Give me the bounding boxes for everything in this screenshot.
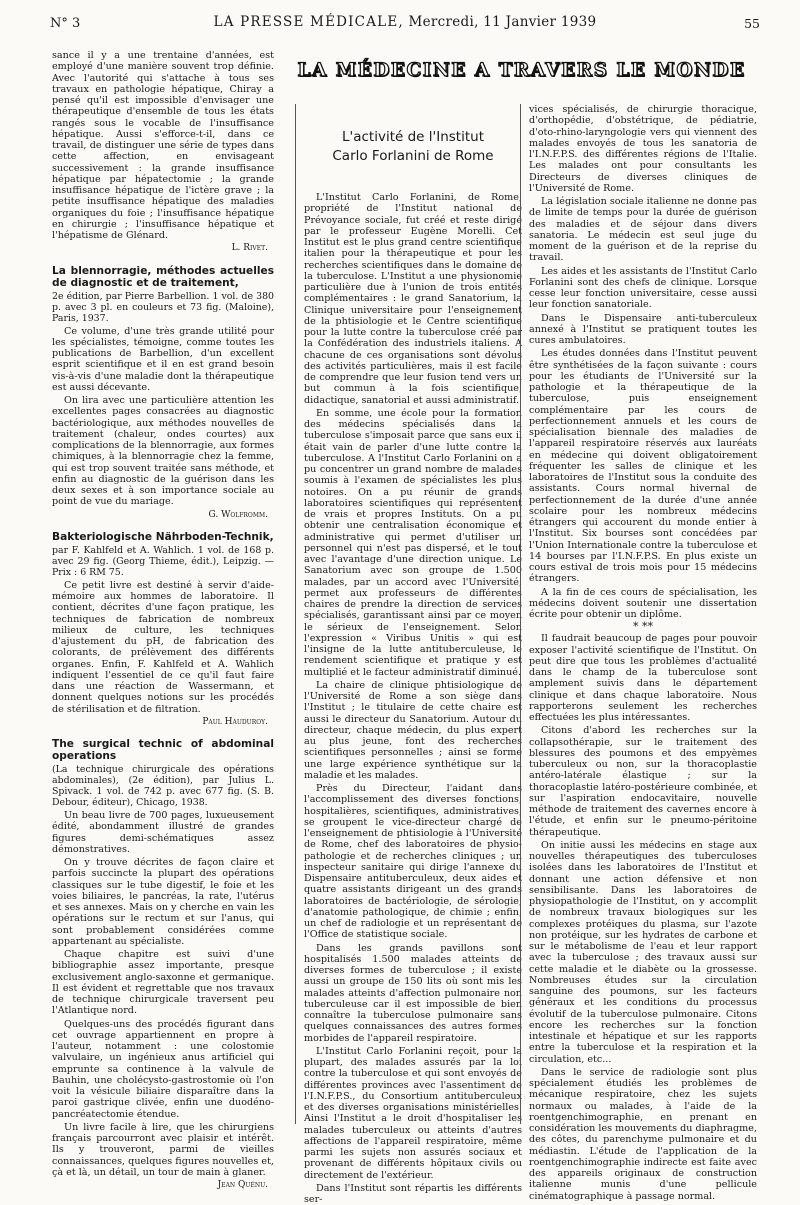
column-middle-article [295, 104, 522, 1205]
article-title [304, 128, 522, 166]
review-text: sance il y a une trentaine d'années, est employé d'une manière souvent trop définie. Avec l'autorité qui s'attache à tous ses travaux en pathologie hépatique, Chiray a pensé qu'il est impossible d'envisager une thérapeutique d'ensemble de tous les états rangés sous le vocable de l'insuffisance hépatique. Aussi s'efforce-t-il, dans ce travail, de distinguer une série de types dans cette affection, en envisageant successivement : la grande insuffisance hépatique par hépatectomie ; la grande insuffisance hépatique de l'ictère grave ; la petite insuffisance hépatique des maladies organiques du foie ; l'insuffisance hépatique en chirurgie ; l'insuffisance hépatique et l'hépatisme de Glénard. [52, 50, 274, 241]
review-bibliography: (La technique chirurgicale des opérations abdominales), (2e édition), par Julius L. Spivack. 1 vol. de 742 p. avec 677 fig. (S. B. Debour, éditeur), Chicago, 1938. [52, 764, 274, 808]
review-text: On y trouve décrites de façon claire et parfois succincte la plupart des opérations classiques sur le tube digestif, le foie et les voies biliaires, le pancréas, la rate, l'utérus et ses annexes. Mais on y cherche en vain les opérations sur le rectum et sur l'anus, qui sont probablement considérées comme appartenant au spécialiste. [52, 857, 274, 947]
section-separator-stars: * ** [633, 620, 653, 634]
review-text: Un beau livre de 700 pages, luxueusement édité, abondamment illustré de grandes figures demi-schématiques assez démonstratives. [52, 810, 274, 855]
article-paragraph: A la fin de ces cours de spécialisation, les médecins doivent soutenir une dissertation écrite pour obtenir un diplôme. [529, 586, 757, 620]
article-paragraph: L'Institut Carlo Forlanini, de Rome, propriété de l'Institut national de Prévoyance sociale, fut créé et reste dirigé par le professeur Eugène Morelli. Cet Institut est le plus grand centre scientifique italien pour la thérapeutique et pour les recherches scientifiques dans le domaine de la tuberculose. L'Institut a une physionomie particulière due à l'union de trois entités complémentaires : le grand Sanatorium, la Clinique universitaire pour l'enseignement de la phtisiologie et le Centre scientifique pour la lutte contre la tuberculose créé par la Confédération des industriels italiens. A chacune de ces organisations sont dévolus des activités particulières, mais il est facile de comprendre que leur fusion tend vers un but commun à la fois scientifique, didactique, sanatorial et aussi administratif. [304, 192, 522, 406]
article-paragraph: Dans le Dispensaire anti-tuberculeux annexé à l'Institut se pratiquent toutes les cures ambulatoires. [529, 312, 757, 346]
article-title-line: Carlo Forlanini de Rome [332, 148, 494, 164]
article-paragraph: La chaire de clinique phtisiologique de l'Université de Rome a son siège dans l'Institut ; le titulaire de cette chaire est aussi le directeur du Sanatorium. Autour du directeur, chaque médecin, du plus expert au plus jeune, font des recherches scientifiques personnelles ; ainsi se forme une large expérience synthétique sur la maladie et les malades. [304, 679, 522, 781]
article-paragraph: Dans les grands pavillons sont hospitalisés 1.500 malades atteints de diverses formes de tuberculose ; il existe aussi un groupe de 150 lits où sont mis les malades atteints d'affection pulmonaire non tuberculeuse car il est impossible de bien connaître la tuberculose pulmonaire sans quelques connaissances des autres formes morbides de l'appareil respiratoire. [304, 942, 522, 1044]
review-bibliography: 2e édition, par Pierre Barbellion. 1 vol. de 380 p. avec 3 pl. en couleurs et 73 fig. (Maloine), Paris, 1937. [52, 290, 274, 324]
review-title: The surgical technic of abdominal operations [52, 738, 274, 762]
article-paragraph: Il faudrait beaucoup de pages pour pouvoir exposer l'activité scientifique de l'Institut. On peut dire que tous les problèmes d'actualité dans le champ de la tuberculose sont amplement suivis dans le département clinique et dans chaque laboratoire. Nous rapporterons seulement les recherches effectuées les plus intéressantes. [529, 633, 757, 723]
column-left-reviews [52, 50, 274, 1190]
journal-name: LA PRESSE MÉDICALE, [213, 14, 404, 30]
column-right-article [520, 104, 757, 1202]
journal-masthead [50, 14, 760, 30]
review-title: Bakteriologische Nährboden-Technik, [52, 530, 274, 543]
article-paragraph: L'Institut Carlo Forlanini reçoit, pour la plupart, des malades assurés par la loi contre la tuberculose et qui sont envoyés de différentes provinces avec l'assentiment de l'I.N.F.P.S., du Consortium antituberculeux et des diverses organisations ministérielles. Ainsi l'Institut a le droit d'hospitaliser les malades tuberculeux ou atteints d'autres affections de l'appareil respiratoire, même parmi les sujets non assurés sociaux et provenant de différents hôpitaux civils ou directement de l'extérieur. [304, 1045, 522, 1181]
review-signature: G. Wolfromm. [208, 509, 268, 520]
review-text: Ce petit livre est destiné à servir d'aide-mémoire aux hommes de laboratoire. Il contient, décrites d'une façon pratique, les techniques de fabrication de nombreux milieux de culture, les techniques d'ajustement du pH, de fabrication des colorants, de prélèvement des différents organes. Enfin, F. Kahlfeld et A. Wahlich indiquent l'essentiel de ce qu'il faut faire dans une réaction de Wassermann, et donnent quelques notions sur les procédés de stérilisation et de filtration. [52, 579, 274, 715]
review-signature: Paul Hauduroy. [202, 716, 268, 727]
article-paragraph: Dans l'Institut sont répartis les différents ser- [304, 1182, 522, 1205]
issue-date: Mercredi, 11 Janvier 1939 [408, 14, 597, 30]
review-text: Ce volume, d'une très grande utilité pour les spécialistes, témoigne, comme toutes les publications de Barbellion, d'un excellent esprit scientifique et il en est grand besoin vis-à-vis d'une maladie dont la thérapeutique est aussi décevante. [52, 325, 274, 393]
page-number: 55 [744, 16, 760, 31]
article-paragraph: Dans le service de radiologie sont plus spécialement étudiés les problèmes de mécanique respiratoire, chez les sujets normaux ou malades, à l'aide de la roentgenchimographie, en prenant en considération les mouvements du diaphragme, des côtes, du parenchyme pulmonaire et du médiastin. L'étude de l'application de la roentgenchimographie indirecte est faite avec des appareils originaux de construction italienne munis d'une pellicule cinématographique à passage normal. [529, 1066, 757, 1202]
article-paragraph: vices spécialisés, de chirurgie thoracique, d'orthopédie, d'obstétrique, de pédiatrie, d'oto-rhino-laryngologie vers qui viennent des malades envoyés de tous les sanatoria de l'I.N.F.P.S. des différentes régions de l'Italie. Les malades ont pour consultants les Directeurs de diverses cliniques de l'Université de Rome. [529, 104, 757, 194]
article-paragraph: En somme, une école pour la formation des médecins spécialisés dans la tuberculose s'imposait parce que sans eux il était vain de parler d'une lutte contre la tuberculose. A l'Institut Carlo Forlanini on a pu concentrer un grand nombre de malades soumis à l'examen de spécialistes les plus notoires. On a pu réunir de grands laboratoires scientifiques qui représentent de vrais et propres Instituts. On a pu obtenir une centralisation économique et administrative qui permet d'utiliser un personnel qui n'est pas dispersé, et le tout avec l'avantage d'une direction unique. Le Sanatorium avec son groupe de 1.500 malades, par un accord avec l'Université, permet aux professeurs de différentes chaires de prendre la direction de services spécialisés, garantissant ainsi par ce moyen le sérieux de l'enseignement. Selon l'expression « Viribus Unitis » qui est l'insigne de la lutte antituberculeuse, le rendement scientifique et pratique y est multiplié et le facteur administratif diminué. [304, 407, 522, 678]
article-paragraph: Citons d'abord les recherches sur la collapsothérapie, sur le traitement des blessures des poumons et des empyèmes tuberculeux ou non, sur la thoracoplastie antéro-latérale élastique ; sur la thoracoplastie latéro-postérieure combinée, et sur l'aspiration endocavitaire, nouvelle méthode de traitement des cavernes encore à l'étude, et enfin sur le pneumo-péritoine thérapeutique. [529, 725, 757, 838]
review-signature: Jean Quénu. [217, 1180, 268, 1190]
issue-number: N° 3 [50, 16, 81, 31]
review-signature: L. Rivet. [231, 243, 268, 254]
review-text: Chaque chapitre est suivi d'une bibliographie assez importante, presque exclusivement anglo-saxonne et germanique. Il est évident et regrettable que nos travaux de technique chirurgicale traversent peu l'Atlantique nord. [52, 949, 274, 1017]
article-paragraph: Les études données dans l'Institut peuvent être synthétisées de la façon suivante : cours pour les étudiants de l'Université sur la pathologie et la thérapeutique de la tuberculose, puis enseignement complémentaire par les cours de perfectionnement annuels et les cours de spécialisation biennale des maladies de l'appareil respiratoire réservés aux lauréats en médecine qui doivent obligatoirement fréquenter les salles de clinique et les laboratoires de l'Institut sous la conduite des assistants. Cours normal hivernal de perfectionnement de la durée d'une année scolaire pour les nombreux médecins étrangers qui accourent du monde entier à l'Institut. Six bourses sont concédées par l'Union Internationale contre la tuberculose et 14 bourses par l'I.N.F.P.S. En plus existe un cours estival de trois mois pour 15 médecins étrangers. [529, 348, 757, 585]
review-text: Un livre facile à lire, que les chirurgiens français parcourront avec plaisir et intérêt. Ils y trouveront, parmi de vieilles connaissances, quelques figures nouvelles et, çà et là, un détail, un tour de main à glaner. [52, 1121, 274, 1178]
page-header [50, 14, 760, 38]
article-paragraph: Près du Directeur, l'aidant dans l'accomplissement des diverses fonctions, hospitalières, scientifiques, administratives, se groupent le vice-directeur chargé de l'enseignement de phtisiologie à l'Université de Rome, chef des laboratoires de physio-pathologie et de recherches cliniques ; un inspecteur sanitaire qui dirige l'annexe du Dispensaire antituberculeux, deux aides et quatre assistants dirigeant un des grands laboratoires de bactériologie, de sérologie, d'anatomie pathologique, de chimie ; enfin, un chef de radiologie et un représentant de l'Office de statistique sociale. [304, 783, 522, 941]
review-title: La blennorragie, méthodes actuelles de diagnostic et de traitement, [52, 264, 274, 289]
article-paragraph: On initie aussi les médecins en stage aux nouvelles thérapeutiques des tuberculoses isolées dans les laboratoires de l'Institut et donnant une action défensive et non sensibilisante. Dans les laboratoires de physiopathologie de l'Institut, on y accomplit de nombreux travaux biologiques sur les complexes protéiques du plasma, sur l'azote non protéique, sur les hydrates de carbone et sur le métabolisme de l'eau et leur rapport avec la tuberculose ; des travaux aussi sur cette maladie et le diabète ou la grossesse. Nombreuses études sur la circulation sanguine des poumons, sur les facteurs généraux et les conditions du processus évolutif de la tuberculose pulmonaire. Citons encore les recherches sur la fonction intestinale et hépatique et sur les rapports entre la tuberculose et la respiration et la circulation, etc... [529, 839, 757, 1065]
article-paragraph: Les aides et les assistants de l'Institut Carlo Forlanini sont des chefs de clinique. Lorsque cesse leur fonction universitaire, cesse aussi leur fonction sanatoriale. [529, 265, 757, 311]
review-text: On lira avec une particulière attention les excellentes pages consacrées au diagnostic bactériologique, aux méthodes nouvelles de traitement (chaleur, ondes courtes) aux complications de la blennorragie, aux formes chimiques, à la blennorragie chez la femme, qui est trop souvent traitée sans méthode, et enfin au diagnostic de la guérison dans les deux sexes et à son importance sociale au point de vue du mariage. [52, 395, 274, 508]
section-banner: LA MÉDECINE A TRAVERS LE MONDE [297, 60, 746, 81]
article-paragraph: La législation sociale italienne ne donne pas de limite de temps pour la durée de guérison des maladies et de séjour dans divers sanatoria. Le médecin est seul juge du moment de la guérison et de la reprise du travail. [529, 196, 757, 264]
article-title-line: L'activité de l'Institut [342, 129, 484, 145]
review-text: Quelques-uns des procédés figurant dans cet ouvrage appartiennent en propre à l'auteur, notamment : une colostomie valvulaire, un ingénieux anus artificiel qui emprunte sa continence à la valvule de Bauhin, une cholécysto-gastrostomie où l'on voit la vésicule biliaire disparaître dans la paroi gastrique clivée, enfin une duodéno-pancréatectomie étendue. [52, 1018, 274, 1120]
review-bibliography: par F. Kahlfeld et A. Wahlich. 1 vol. de 168 p. avec 29 fig. (Georg Thieme, édit.), Leipzig. — Prix : 6 RM 75. [52, 544, 274, 578]
